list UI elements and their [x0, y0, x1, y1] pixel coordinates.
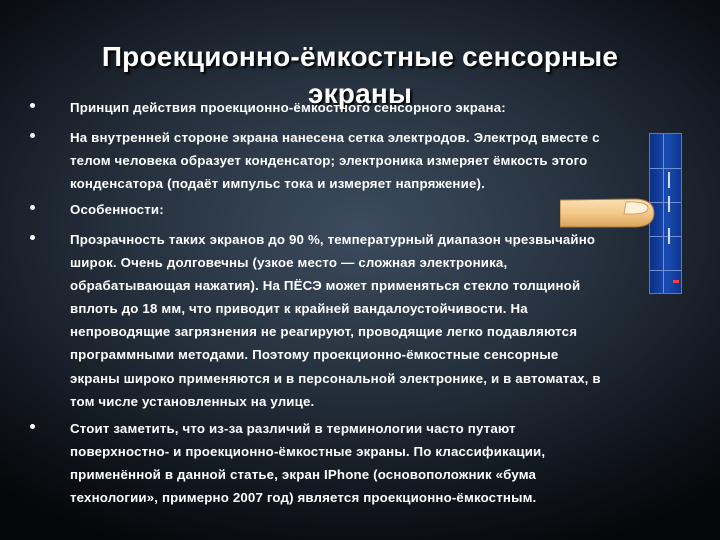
bullet-item — [70, 126, 655, 195]
page-title-line-2: экраны — [307, 78, 413, 109]
bullet-text: Стоит заметить, что из-за различий в терминологии часто путают — [70, 421, 516, 436]
bullet-item — [70, 228, 655, 413]
page-title-line-1: Проекционно-ёмкостные сенсорные — [101, 41, 619, 72]
bullet-item — [70, 96, 655, 119]
bullet-icon — [30, 133, 35, 138]
bullet-text: обрабатывающая нажатия). На ПЁСЭ может применяться стекло толщиной — [70, 278, 581, 294]
bullet-text: Принцип действия проекционно-ёмкостного сенсорного экрана: — [70, 100, 506, 115]
bullet-text: поверхностно- и проекционно-ёмкостные экраны. По классификации, — [70, 444, 546, 460]
bullet-item — [70, 417, 655, 509]
bullet-text: непроводящие загрязнения не реагируют, проводящие легко подавляются — [70, 324, 578, 340]
bullet-icon — [30, 103, 35, 108]
bullet-text: На внутренней стороне экрана нанесена сетка электродов. Электрод вместе с — [70, 130, 600, 145]
bullet-text: телом человека образует конденсатор; электроника измеряет ёмкость этого — [70, 153, 588, 169]
bullet-text: том числе установленных на улице. — [70, 393, 315, 409]
bullet-text: экраны широко применяются и в персональной электронике, и в автоматах, в — [70, 370, 601, 386]
bullet-text: широк. Очень долговечны (узкое место — сложная электроника, — [70, 255, 508, 271]
bullet-text: Особенности: — [70, 202, 164, 217]
bullet-icon — [30, 205, 35, 210]
bullet-text: вплоть до 18 мм, что приводит к крайней вандалоустойчивости. На — [70, 301, 528, 317]
bullet-icon — [30, 424, 35, 429]
bullet-icon — [30, 235, 35, 240]
bullet-text: программными методами. Поэтому проекционно-ёмкостные сенсорные — [70, 347, 559, 363]
bullet-item — [70, 198, 655, 221]
bullet-text: технологии», примерно 2007 год) является проекционно-ёмкостным. — [70, 490, 537, 506]
bullet-text: применённой в данной статье, экран IPhone (основоположник «бума — [70, 467, 537, 483]
bullet-text: Прозрачность таких экранов до 90 %, температурный диапазон чрезвычайно — [70, 232, 596, 247]
bullet-text: конденсатора (подаёт импульс тока и измеряет напряжение). — [70, 176, 485, 192]
